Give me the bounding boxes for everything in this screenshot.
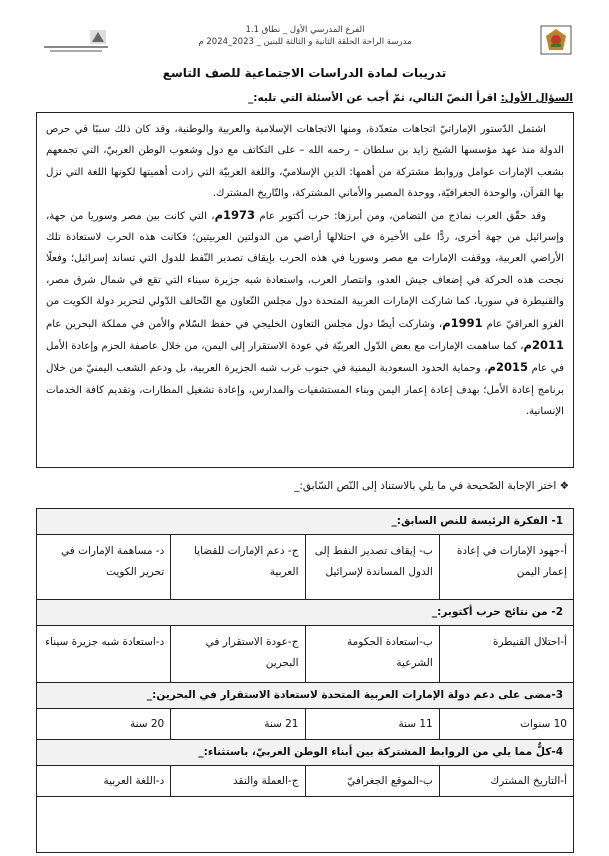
options-row-2	[37, 626, 573, 683]
option-c[interactable]: ج- دعم الإمارات للقضايا العربية	[170, 535, 304, 599]
option-b[interactable]: ب- إيقاف تصدير النفط إلى الدول المساندة لإسرائيل	[305, 535, 439, 599]
option-c[interactable]: ج-عودة الاستقرار في البحرين	[170, 626, 304, 682]
mcq-table	[36, 508, 574, 853]
option-b[interactable]: 11 سنة	[305, 709, 439, 739]
passage-paragraph-1: اشتمل الدّستور الإماراتيّ اتجاهات متعدّدة، ومنها الاتجاهات الإسلامية والعربية والوطنية، وقد كان ذلك سببًا في حرص الدولة منذ عهد مؤسسها الشيخ زايد بن سلطان – رحمه الله – على التكاتف مع دول وشعوب الوطن العربيّ، التي تجمعهم بشعب الإمارات عوامل وروابط مشتركة من أهمها: الدين الإسلاميّ، واللغة العربيّة التي زادت أهميتها لكونها اللغة التي نزل بها القرآن، والوحدة الجغرافيّة، ووحدة المصير والأماني المشتركة، والتّاريخ المشترك.	[46, 124, 564, 200]
uae-emblem-logo	[539, 24, 573, 56]
question-1-heading	[33, 92, 573, 104]
passage-text: ، كما ساهمت الإمارات مع بعض الدّول العربيّة في عودة الاستقرار إلى اليمن، من خلال عاصفة الحزم وإعادة الأمل في عام	[46, 341, 565, 375]
question-stem-2: 2- من نتائج حرب أكتوبر:_	[37, 600, 573, 626]
reading-passage	[36, 112, 574, 468]
passage-paragraph-2	[46, 205, 564, 423]
options-row-3	[37, 709, 573, 740]
option-d[interactable]: د-اللغة العربية	[103, 775, 165, 787]
options-row-1	[37, 535, 573, 600]
page-title: تدريبات لمادة الدراسات الاجتماعية للصف التاسع	[162, 66, 447, 80]
option-d[interactable]: 20 سنة	[129, 718, 165, 730]
option-d[interactable]: د- مساهمة الإمارات في تحرير الكويت	[60, 545, 165, 578]
question-stem-1: 1- الفكرة الرئيسة للنص السابق:_	[37, 509, 573, 535]
question-1-label: السؤال الأول:	[500, 92, 573, 104]
option-c[interactable]: 21 سنة	[170, 709, 304, 739]
header-line-2: مدرسة الراحة الحلقة الثانية و الثالثة للبنين _ 2023_2024 م	[198, 37, 412, 47]
option-b[interactable]: ب-الموقع الجغرافيّ	[305, 766, 439, 796]
option-d[interactable]: د-استعادة شبه جزيرة سيناء	[45, 636, 165, 648]
document-header	[170, 24, 440, 48]
schools-establishment-logo	[40, 28, 112, 54]
empty-answer-space	[37, 797, 573, 852]
passage-text: وقد حقّق العرب نماذج من التضامن، ومن أبرزها: حرب أكتوبر عام	[255, 210, 546, 222]
question-1-text: اقرأ النصّ التالي، ثمّ أجب عن الأسئلة التي تليه:_	[248, 92, 501, 104]
header-line-1: الفرع المدرسي الأول _ نطاق 1.1	[245, 25, 365, 35]
passage-text: ، التي كانت بين مصر وسوريا من جهة، وإسرائيل من جهة أخرى، ردًّا على الأخيرة في احتلالها أراضي من الدولتين العربيتين؛ فكانت هذه الحرب لاستعادة تلك الأراضي العربية، ووقفت الإمارات مع مصر وسوريا في هذه الحرب بإيقاف تصدير النّفط للدول التي تساند إسرائيل؛ وفعلًا نجحت هذه الحركة في إضعاف جيش العدو، وانتصار العرب، واستعادة شبه جزيرة سيناء التي تقع في شمال شرق مصر، والقنيطرة في سوريا، كما شاركت الإمارات العربية المتحدة دول مجلس التّعاون مع التّحالف الدّولي لتحرير دولة الكويت من الغزو العراقيّ عام	[46, 210, 564, 330]
option-c[interactable]: ج-العملة والنقد	[170, 766, 304, 796]
option-a[interactable]: 10 سنوات	[439, 709, 573, 739]
question-stem-4: 4-كلٌّ مما يلي من الروابط المشتركة بين أبناء الوطن العربيّ، باستثناء:_	[37, 740, 573, 766]
year-2015: 2015م	[487, 360, 528, 375]
question-stem-3: 3-مضى على دعم دولة الإمارات العربية المتحدة لاستعادة الاستقرار في البحرين:_	[37, 683, 573, 709]
options-row-4	[37, 766, 573, 797]
year-1991: 1991م	[442, 315, 483, 330]
option-a[interactable]: أ-التاريخ المشترك	[439, 766, 573, 796]
passage-text: ، وحماية الحدود السعودية اليمنية في جنوب غرب شبه الجزيرة العربية، بل ودعم الشعب اليمنيّ من خلال برنامج إعادة الأمل؛ بهدف إعادة إعمار اليمن وبناء المستشفيات والمدارس، وإعادة تشغيل المطارات، وتقديم كافة الخدمات الإنسانية.	[46, 363, 564, 418]
year-2011: 2011م	[523, 338, 564, 353]
instruction-text: ❖ اختر الإجابة الصّحيحة في ما يلي بالاستناد إلى النّص السّابق:_	[294, 480, 569, 492]
option-b[interactable]: ب-استعادة الحكومة الشرعية	[305, 626, 439, 682]
year-1973: 1973م	[214, 207, 256, 222]
option-a[interactable]: أ-جهود الإمارات في إعادة إعمار اليمن	[439, 535, 573, 599]
passage-text: ، وشاركت أيضًا دول مجلس التعاون الخليجي في حفظ السّلام والأمن في مملكة البحرين عام	[46, 318, 443, 330]
option-a[interactable]: أ-احتلال القنيطرة	[439, 626, 573, 682]
